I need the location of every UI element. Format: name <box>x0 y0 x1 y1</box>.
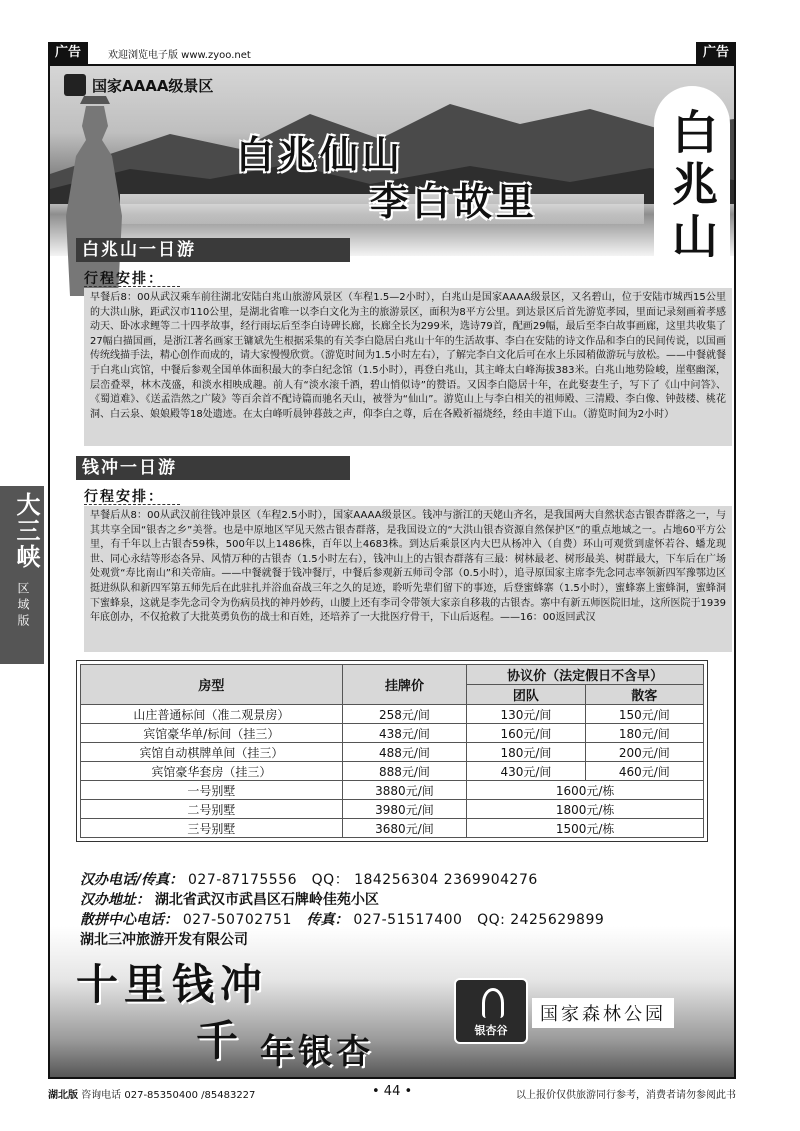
address-text: 湖北省武汉市武昌区石牌岭佳苑小区 <box>154 892 379 908</box>
qq2-number: 2425629899 <box>510 912 605 928</box>
tel-label: 汉办电话/传真： <box>80 872 184 888</box>
list-price: 438元/间 <box>342 724 467 743</box>
hero-title-line1: 白兆仙山 <box>236 133 405 177</box>
statue-illustration <box>56 96 134 296</box>
group-price: 430元/间 <box>467 762 585 781</box>
section1-subtitle-underline <box>84 286 180 287</box>
page-footer <box>48 1086 736 1102</box>
site-url[interactable]: 欢迎浏览电子版 www.zyoo.net <box>108 50 251 61</box>
header-agreed-price: 协议价（法定假日不含早） <box>467 665 704 685</box>
advertisement-frame <box>48 64 736 1079</box>
list-price: 258元/间 <box>342 705 467 724</box>
villa-name: 三号别墅 <box>81 819 343 838</box>
table-row <box>81 762 704 781</box>
address-label: 汉办地址： <box>80 892 150 908</box>
footer-left <box>48 1086 255 1101</box>
room-name: 宾馆豪华单/标间（挂三） <box>81 724 343 743</box>
table-header-row <box>81 665 704 685</box>
price-table <box>80 664 704 838</box>
list-price: 888元/间 <box>342 762 467 781</box>
group-price: 130元/间 <box>467 705 585 724</box>
section1-title: 白兆山一日游 <box>76 238 350 262</box>
tel-number: 027-87175556 <box>188 872 298 888</box>
villa-agreed-price: 1800元/栋 <box>467 800 704 819</box>
company-name: 湖北三冲旅游开发有限公司 <box>80 932 248 948</box>
hero-title-line2: 李白故里 <box>370 180 539 224</box>
center-tel: 027-50702751 <box>182 912 292 928</box>
villa-agreed-price: 1600元/栋 <box>467 781 704 800</box>
vertical-title: 白兆山 <box>665 108 719 264</box>
ad-label-right: 广告 <box>696 42 736 64</box>
section2-itinerary: 早餐后从8：00从武汉前往钱冲景区（车程2.5小时），国家AAAA级景区。钱冲与浙江的天姥山齐名，是我国两大自然状态古银杏群落之一，与其共享全国“银杏之乡”美誉。也是中原地区罕见天然古银杏群落，是我国设立的“大洪山银杏资源自然保护区”的重点地域之一。占地60平方公里，有千年以上古银杏59株，500年以上1486株，百年以上4683株。到达后乘景区内大巴从杨冲入（自费）环山可观赏到虚怀若谷、蟠龙现世、同心永结等形态各异、风情万种的古银杏（1.5小时左右），钱冲山上的古银杏群落有三最：树林最老、树形最美、树群最大，下车后在广场处观赏“寿比南山”和关帝庙。——中餐就餐于钱冲餐厅，中餐后参观新五师司令部（0.5小时），追寻原国家主席李先念同志率领新四军豫鄂边区挺进纵队和新四军第五师先后在此驻扎并浴血奋战三年之久的足迹，聆听先辈们留下的事迹，后登蜜蜂寨（1.5小时），蜜蜂寨上蜜蜂洞，蜜蜂洞下蜜蜂泉，这就是李先念司令为伤病员找的神丹妙药，山腰上还有李司令带领大家亲自移栽的古银杏。寨中有新五师医院旧址，这所医院于1939年底创办，不仅抢救了大批英勇负伤的战士和百姓，还培养了一大批医疗骨干，下山后返程。——16：00返回武汉 <box>84 506 732 652</box>
table-row-villa <box>81 781 704 800</box>
top-bar <box>48 42 736 64</box>
table-row <box>81 743 704 762</box>
table-row <box>81 705 704 724</box>
qq-label: QQ： <box>311 872 350 888</box>
group-price: 160元/间 <box>467 724 585 743</box>
header-individual: 散客 <box>585 685 703 705</box>
fax-label: 传真： <box>306 912 349 928</box>
table-row-villa <box>81 819 704 838</box>
header-group: 团队 <box>467 685 585 705</box>
room-name: 山庄普通标间（准二观景房） <box>81 705 343 724</box>
vertical-title-badge <box>654 86 730 286</box>
footer-region: 湖北版 <box>48 1090 78 1101</box>
villa-list-price: 3680元/间 <box>342 819 467 838</box>
section2-subtitle: 行程安排： <box>84 489 164 505</box>
footer-phone: 咨询电话 027-85350400 /85483227 <box>81 1090 256 1101</box>
side-tab-title: 大三峡 <box>12 492 40 570</box>
fax-number: 027-51517400 <box>353 912 463 928</box>
individual-price: 200元/间 <box>585 743 703 762</box>
group-price: 180元/间 <box>467 743 585 762</box>
room-name: 宾馆自动棋牌单间（挂三） <box>81 743 343 762</box>
individual-price: 460元/间 <box>585 762 703 781</box>
slogan-line1: 十里钱冲 <box>76 960 269 1009</box>
hero-banner <box>50 66 734 264</box>
side-region-tab <box>0 486 44 664</box>
table-row-villa <box>81 800 704 819</box>
section2-subtitle-underline <box>84 504 180 505</box>
villa-agreed-price: 1500元/栋 <box>467 819 704 838</box>
qq-number: 184256304 2369904276 <box>354 872 538 888</box>
side-tab-subtitle: 区域版 <box>16 582 30 630</box>
scenic-rating-text: 国家AAAA级景区 <box>92 76 214 95</box>
contact-line-center <box>80 910 730 930</box>
logo-text: 银杏谷 <box>474 1024 508 1037</box>
contact-line-tel <box>80 870 730 890</box>
ad-label-left: 广告 <box>48 42 88 64</box>
individual-price: 180元/间 <box>585 724 703 743</box>
slogan-line2: 年银杏 <box>260 1032 374 1072</box>
scenic-logo-icon <box>64 74 86 96</box>
slogan-char: 千 <box>196 1016 245 1065</box>
section1-subtitle: 行程安排： <box>84 271 164 287</box>
villa-name: 二号别墅 <box>81 800 343 819</box>
individual-price: 150元/间 <box>585 705 703 724</box>
contact-line-address <box>80 890 730 910</box>
room-name: 宾馆豪华套房（挂三） <box>81 762 343 781</box>
footer-disclaimer: 以上报价仅供旅游同行参考，消费者请勿参阅此书 <box>516 1090 736 1101</box>
header-list-price: 挂牌价 <box>342 665 467 705</box>
section1-itinerary: 早餐后8：00从武汉乘车前往湖北安陆白兆山旅游风景区（车程1.5—2小时），白兆山是国家AAAA级景区，又名碧山，位于安陆市城西15公里的大洪山脉，距武汉市110公里，是湖北省唯一以李白文化为主的旅游景区，面积为8平方公里。到达景区后首先游览孝园，里面记录刻画着孝感动天、卧冰求鲤等二十四孝故事，经行雨坛后至李白诗碑长廊，长廊全长为299米，选诗79首，配画29幅，最后至李白故事画廊，这里共收集了27幅白描国画，是浙江著名画家王镛斌先生根据采集的有关李白隐居白兆山十年的生活故事、李白在安陆的诗文作品和李白的民间传说，以国画传统线描手法，精心创作而成的，请大家慢慢欣赏。（游览时间为1.5小时左右），了解完李白文化后可在水上乐园稍做游玩与放松。——中餐就餐于白兆山宾馆，中餐后参观全国单体面积最大的李白纪念馆（1.5小时），再登白兆山，其主峰太白峰海拔383米。白兆山地势险峻，崖壑幽深，层峦叠翠，林木茂盛，和淡水相映成趣。前人有“淡水滚千酒，碧山悄似诗”的赞语。又因李白隐居十年，在此娶妻生子，写下了《山中问答》、《蜀道难》、《送孟浩然之广陵》等百余首不配诗篇而驰名天山，被誉为“仙山”。游览山上与李白相关的祖师殿、三清殿、李白像、钟鼓楼、桃花洞、白云泉、娘娘殿等18处遗迹。在太白峰听晨钟暮鼓之声，仰李白之尊，后在各殿祈福烧经，经由丰道下山。（游览时间为2小时） <box>84 288 732 446</box>
villa-list-price: 3980元/间 <box>342 800 467 819</box>
contact-block <box>80 870 730 950</box>
qq2-label: QQ: <box>477 912 506 928</box>
scenic-rating <box>64 74 213 96</box>
list-price: 488元/间 <box>342 743 467 762</box>
villa-list-price: 3880元/间 <box>342 781 467 800</box>
section2-title: 钱冲一日游 <box>76 456 350 480</box>
forest-park-name: 国家森林公园 <box>532 998 674 1028</box>
table-row <box>81 724 704 743</box>
ginkgo-valley-logo <box>454 978 528 1044</box>
center-label: 散拼中心电话： <box>80 912 178 928</box>
page-number: • 44 • <box>372 1084 413 1099</box>
villa-name: 一号别墅 <box>81 781 343 800</box>
ginkgo-leaf-icon <box>482 988 504 1018</box>
header-room: 房型 <box>81 665 343 705</box>
price-table-wrapper <box>76 660 708 842</box>
